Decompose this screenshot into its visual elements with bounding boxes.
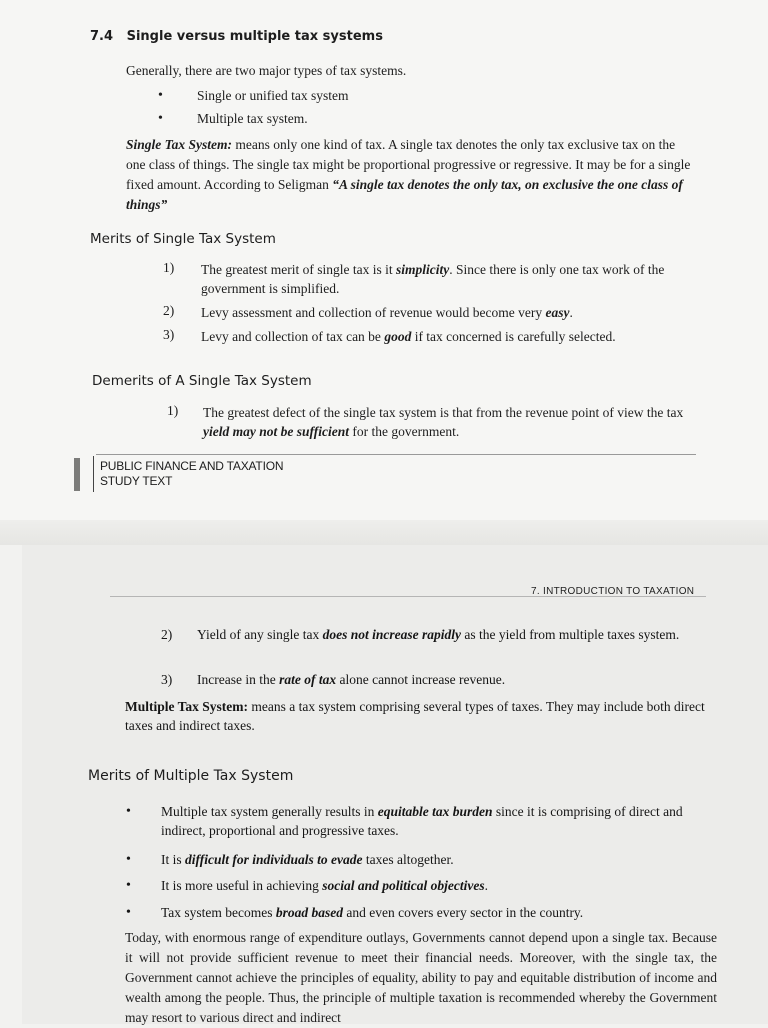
single-tax-definition <box>126 135 694 215</box>
definition-text: means only one kind of tax. A single tax denotes the only tax exclusive tax on the one class of things. The single tax might be proportional progressive or regressive. It may be for a single fixed amount. According to Seligman <box>126 137 691 192</box>
footer-rule <box>96 454 696 455</box>
section-title-text: Single versus multiple tax systems <box>126 29 383 44</box>
list-item: Yield of any single tax does not increase rapidly as the yield from multiple taxes system. <box>197 627 680 642</box>
bullet: • <box>126 852 131 867</box>
footer-line-1: PUBLIC FINANCE AND TAXATION <box>100 459 284 473</box>
list-item: Levy and collection of tax can be good if tax concerned is carefully selected. <box>201 329 616 344</box>
section-number: 7.4 <box>90 29 114 44</box>
bullet: • <box>126 878 131 893</box>
list-item: The greatest defect of the single tax system is that from the revenue point of view the tax yield may not be sufficient for the government. <box>203 405 684 439</box>
multiple-tax-definition <box>125 697 717 735</box>
bullet: • <box>158 88 163 103</box>
definition-term: Single Tax System: <box>126 137 233 152</box>
definition-term: Multiple Tax System: <box>125 699 249 714</box>
list-item: Tax system becomes broad based and even covers every sector in the country. <box>161 905 584 920</box>
demerits-single-heading: Demerits of A Single Tax System <box>92 373 312 389</box>
item-number: 3) <box>163 327 175 342</box>
list-item: Increase in the rate of tax alone cannot increase revenue. <box>197 672 506 687</box>
running-header: 7. INTRODUCTION TO TAXATION <box>531 586 695 597</box>
seligman-quote: “A single tax denotes the only tax, on exclusive the one class of things” <box>126 177 683 212</box>
intro-text: Generally, there are two major types of tax systems. <box>126 63 407 78</box>
list-item: It is difficult for individuals to evade taxes altogether. <box>161 852 454 867</box>
list-item: Multiple tax system generally results in equitable tax burden since it is comprising of direct and indirect, proportional and progressive taxes. <box>161 804 683 838</box>
list-item: It is more useful in achieving social and political objectives. <box>161 878 488 893</box>
closing-paragraph: Today, with enormous range of expenditure outlays, Governments cannot depend upon a single tax. Because it will not provide sufficient revenue to meet their financial needs. Moreover, with the single tax, the Government cannot achieve the principles of equality, ability to pay and equitable distribution of income and wealth among the people. Thus, the principle of multiple taxation is recommended whereby the Government may resort to various direct and indirect <box>125 930 717 1025</box>
item-number: 1) <box>167 403 179 418</box>
bullet: • <box>126 804 131 819</box>
list-item: Levy assessment and collection of revenue would become very easy. <box>201 305 573 320</box>
merits-multiple-heading: Merits of Multiple Tax System <box>88 768 294 784</box>
section-title <box>90 29 383 44</box>
footer-divider <box>93 456 94 492</box>
page-gap <box>0 520 768 545</box>
list-item: The greatest merit of single tax is it simplicity. Since there is only one tax work of the government is simplified. <box>201 262 665 296</box>
item-number: 3) <box>161 672 173 687</box>
footer-text <box>100 459 283 489</box>
footer-line-2: STUDY TEXT <box>100 474 173 488</box>
item-number: 2) <box>161 627 173 642</box>
tax-type-item: Single or unified tax system <box>197 88 349 103</box>
definition-text: means a tax system comprising several types of taxes. They may include both direct taxes and indirect taxes. <box>125 699 705 733</box>
bullet: • <box>126 905 131 920</box>
tax-type-item: Multiple tax system. <box>197 111 308 126</box>
bullet: • <box>158 111 163 126</box>
item-number: 2) <box>163 303 175 318</box>
merits-single-heading: Merits of Single Tax System <box>90 231 276 247</box>
item-number: 1) <box>163 260 175 275</box>
footer-accent-bar <box>74 458 80 491</box>
